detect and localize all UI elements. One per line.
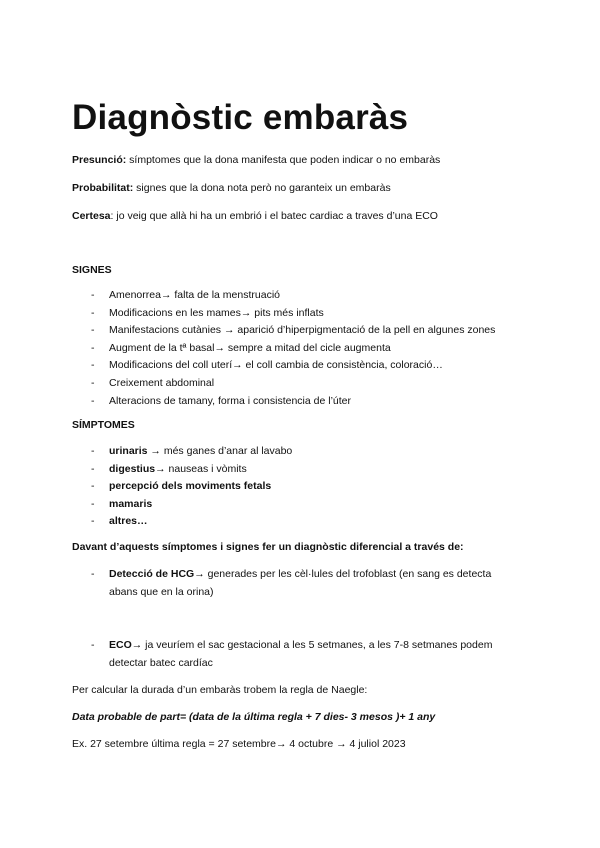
list-item xyxy=(91,375,495,393)
eco-item xyxy=(91,637,493,672)
list-item-text: → més ganes d’anar al lavabo xyxy=(147,445,293,457)
naegle-formula: Data probable de part= (data de la última regla + 7 dies- 3 mesos )+ 1 any xyxy=(72,711,436,723)
eco-text: → ja veuríem el sac gestacional a les 5 setmanes, a les 7-8 setmanes podem xyxy=(131,639,493,651)
list-item xyxy=(91,305,495,323)
simptomes-list xyxy=(91,443,292,531)
list-item-text: → nauseas i vòmits xyxy=(155,462,247,475)
list-item-text: Manifestacions cutànies → aparició d’hiperpigmentació de la pell en algunes zones xyxy=(109,324,496,337)
list-item xyxy=(91,340,495,358)
list-item xyxy=(91,287,495,305)
list-item-text: Modificacions del coll uterí→ el coll cambia de consistència, coloració… xyxy=(109,359,443,372)
list-item xyxy=(91,393,495,411)
list-item xyxy=(91,478,292,496)
list-item-text: Creixement abdominal xyxy=(109,376,215,389)
bullet-dash: - xyxy=(91,639,95,651)
bullet-dash: - xyxy=(91,515,95,528)
list-item xyxy=(91,461,292,479)
page-title: Diagnòstic embaràs xyxy=(72,98,409,137)
definition-probabilitat xyxy=(72,182,391,194)
naegle-intro: Per calcular la durada d’un embaràs trobem la regla de Naegle: xyxy=(72,684,368,696)
hcg-line-2: abans que en la orina) xyxy=(109,585,214,598)
list-item-text: Modificacions en les mames→ pits més inflats xyxy=(109,306,324,319)
bullet-dash: - xyxy=(91,324,95,337)
list-item-text: Amenorrea→ falta de la menstruació xyxy=(109,289,280,301)
definition-term: Probabilitat: xyxy=(72,182,134,194)
definition-term: Presunció: xyxy=(72,154,127,166)
list-item-text: Augment de la tª basal→ sempre a mitad del cicle augmenta xyxy=(109,341,391,354)
naegle-example: Ex. 27 setembre última regla = 27 setembre→ 4 octubre → 4 juliol 2023 xyxy=(72,738,406,750)
definition-certesa xyxy=(72,210,438,222)
definition-text: símptomes que la dona manifesta que poden indicar o no embaràs xyxy=(126,154,441,166)
bullet-dash: - xyxy=(91,394,95,407)
list-item xyxy=(91,322,495,340)
list-item-bold: altres… xyxy=(109,515,148,528)
simptomes-heading: SÍMPTOMES xyxy=(72,419,135,431)
bullet-dash: - xyxy=(91,306,95,319)
bullet-dash: - xyxy=(91,568,95,580)
bullet-dash: - xyxy=(91,497,95,510)
definition-presuncio xyxy=(72,154,440,166)
list-item-bold: percepció dels moviments fetals xyxy=(109,480,272,493)
list-item xyxy=(91,513,292,531)
list-item-bold: urinaris xyxy=(109,445,148,457)
bullet-dash: - xyxy=(91,341,95,354)
eco-line-2: detectar batec cardíac xyxy=(109,656,213,669)
definition-text: : jo veig que allà hi ha un embrió i el batec cardiac a traves d’una ECO xyxy=(110,210,438,222)
bullet-dash: - xyxy=(91,289,95,301)
signes-list xyxy=(91,287,495,410)
hcg-text: → generades per les cèl·lules del trofoblast (en sang es detecta xyxy=(194,568,492,580)
bullet-dash: - xyxy=(91,359,95,372)
bullet-dash: - xyxy=(91,376,95,389)
signes-heading: SIGNES xyxy=(72,264,112,276)
list-item xyxy=(91,496,292,514)
list-item-bold: mamaris xyxy=(109,497,153,510)
eco-term: ECO xyxy=(109,639,132,651)
definition-text: signes que la dona nota però no garanteix un embaràs xyxy=(133,182,391,194)
hcg-term: Detecció de HCG xyxy=(109,568,195,580)
hcg-line-1 xyxy=(109,566,491,584)
bullet-dash: - xyxy=(91,462,95,475)
list-item-bold: digestius xyxy=(109,462,156,475)
diferencial-intro: Davant d’aquests símptomes i signes fer un diagnòstic diferencial a través de: xyxy=(72,541,464,553)
eco-line-1 xyxy=(109,637,492,655)
list-item xyxy=(91,357,495,375)
list-item xyxy=(91,443,292,461)
list-item-text: Alteracions de tamany, forma i consistencia de l’úter xyxy=(109,394,352,407)
bullet-dash: - xyxy=(91,445,95,457)
bullet-dash: - xyxy=(91,480,95,493)
definition-term: Certesa xyxy=(72,210,111,222)
hcg-item xyxy=(91,566,492,601)
